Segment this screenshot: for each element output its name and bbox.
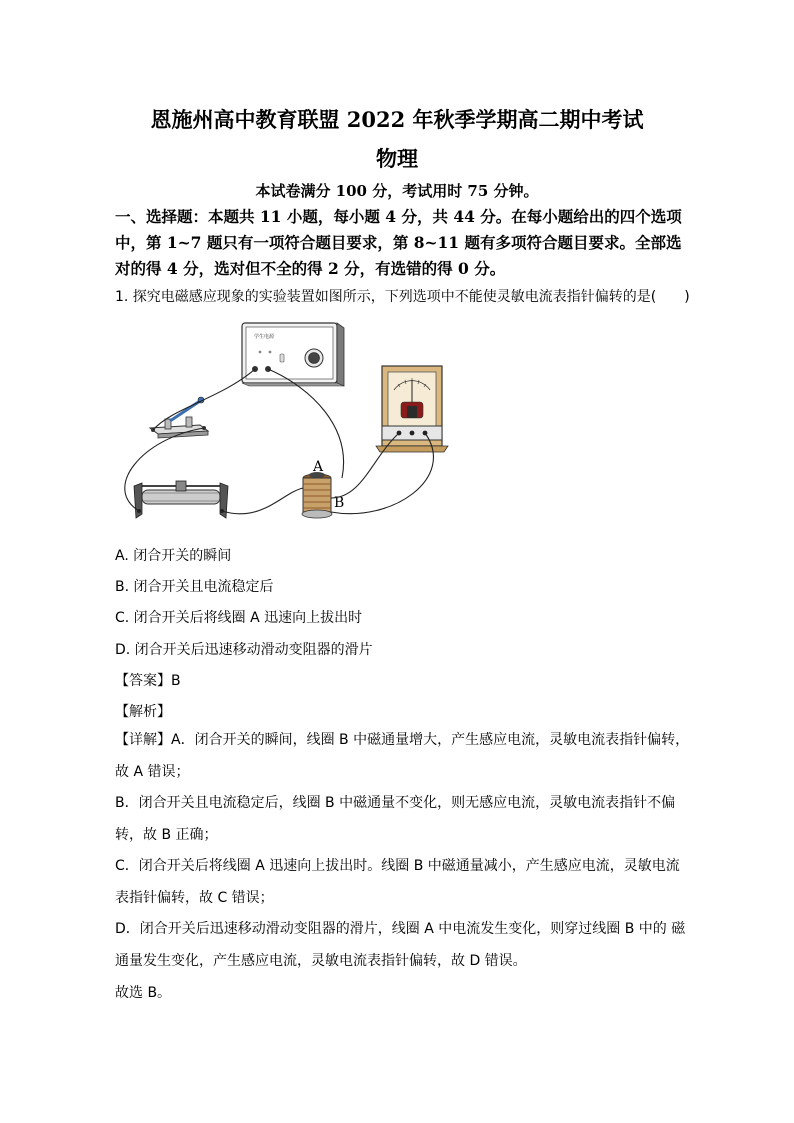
- coils: [302, 459, 344, 518]
- conclusion: 故选 B。: [115, 985, 172, 1001]
- exam-title: 恩施州高中教育联盟 2022 年秋季学期高二期中考试: [150, 107, 644, 132]
- option-a: A. 闭合开关的瞬间: [115, 548, 232, 564]
- analysis-label: 【解析】: [115, 704, 171, 720]
- detail-c: C．闭合开关后将线圈 A 迅速向上拔出时。线圈 B 中磁通量减小，产生感应电流，灵敏电流表指针偏转，故 C 错误；: [115, 858, 680, 906]
- section-instructions: 一、选择题：本题共 11 小题，每小题 4 分，共 44 分。在每小题给出的四个选项中，第 1~7 题只有一项符合题目要求，第 8~11 题有多项符合题目要求。全部选对的得 4 分，选对但不全的得 2 分，有选错的得 0 分。: [115, 207, 682, 278]
- option-d: D. 闭合开关后迅速移动滑动变阻器的滑片: [115, 642, 373, 658]
- answer: 【答案】B: [115, 673, 181, 689]
- detail-b: B．闭合开关且电流稳定后，线圈 B 中磁通量不变化，则无感应电流，灵敏电流表指针不偏转，故 B 正确；: [115, 795, 676, 843]
- coil-b-label: B: [334, 495, 345, 511]
- power-supply-label: 学生电源: [254, 334, 275, 340]
- experiment-figure: [112, 318, 452, 533]
- galvanometer: [376, 366, 448, 452]
- subject-title: 物理: [376, 146, 418, 171]
- coil-a-label: A: [313, 459, 324, 475]
- power-supply: [242, 323, 344, 386]
- option-c: C. 闭合开关后将线圈 A 迅速向上拔出时: [115, 610, 363, 626]
- exam-info: 本试卷满分 100 分，考试用时 75 分钟。: [255, 182, 539, 200]
- option-b: B. 闭合开关且电流稳定后: [115, 579, 274, 595]
- detail-a: 【详解】A．闭合开关的瞬间，线圈 B 中磁通量增大，产生感应电流，灵敏电流表指针偏转，故 A 错误；: [115, 732, 690, 780]
- switch: [150, 397, 208, 438]
- detail-d: D．闭合开关后迅速移动滑动变阻器的滑片，线圈 A 中电流发生变化，则穿过线圈 B 中的 磁通量发生变化，产生感应电流，灵敏电流表指针偏转，故 D 错误。: [115, 921, 686, 969]
- question-stem: 1. 探究电磁感应现象的实验装置如图所示，下列选项中不能使灵敏电流表指针偏转的是( ): [115, 289, 690, 305]
- rheostat: [134, 481, 228, 518]
